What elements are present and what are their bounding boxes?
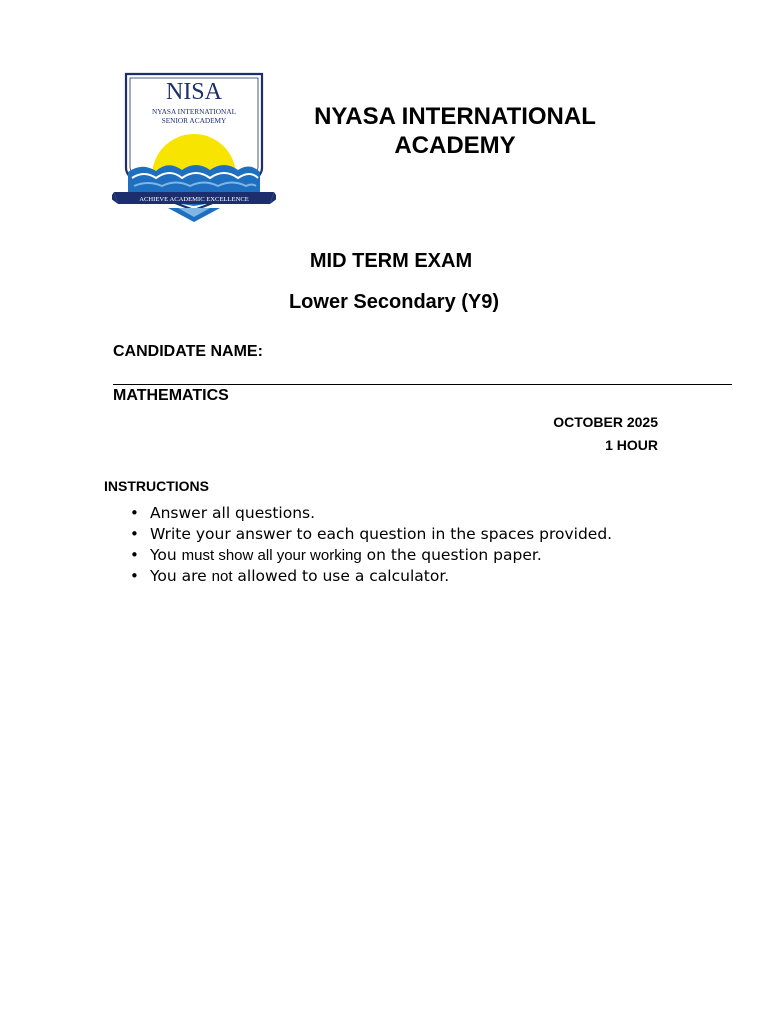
instructions-list	[128, 503, 612, 587]
instruction-text: Answer all questions.	[150, 504, 316, 522]
instruction-emphasis: not	[211, 568, 233, 585]
logo-name-line2: SENIOR ACADEMY	[161, 116, 227, 125]
logo-motto: ACHIEVE ACADEMIC EXCELLENCE	[139, 196, 249, 203]
instruction-item	[128, 566, 612, 587]
exam-date: OCTOBER 2025	[553, 414, 658, 430]
instruction-item	[128, 524, 612, 545]
school-logo	[112, 68, 276, 226]
exam-duration: 1 HOUR	[605, 437, 658, 453]
subject-title: MATHEMATICS	[113, 387, 229, 404]
instruction-text: on the question paper.	[361, 546, 542, 564]
instruction-text: You	[150, 546, 182, 564]
candidate-name-label: CANDIDATE NAME:	[113, 343, 263, 360]
instruction-emphasis: must show all your working	[181, 547, 362, 564]
instruction-text: You are	[150, 567, 212, 585]
logo-name-line1: NYASA INTERNATIONAL	[151, 107, 237, 116]
exam-title: MID TERM EXAM	[309, 250, 473, 272]
instruction-item	[128, 545, 612, 566]
exam-level: Lower Secondary (Y9)	[288, 291, 500, 313]
instruction-item	[128, 503, 612, 524]
school-name-line1: NYASA INTERNATIONAL	[314, 103, 596, 130]
school-name	[290, 102, 620, 160]
instruction-text: allowed to use a calculator.	[232, 567, 450, 585]
school-name-line2: ACADEMY	[394, 132, 516, 159]
logo-acronym: NISA	[165, 79, 223, 105]
candidate-name-line	[113, 384, 732, 385]
instructions-heading: INSTRUCTIONS	[104, 478, 209, 494]
instruction-text: Write your answer to each question in the spaces provided.	[150, 525, 613, 543]
